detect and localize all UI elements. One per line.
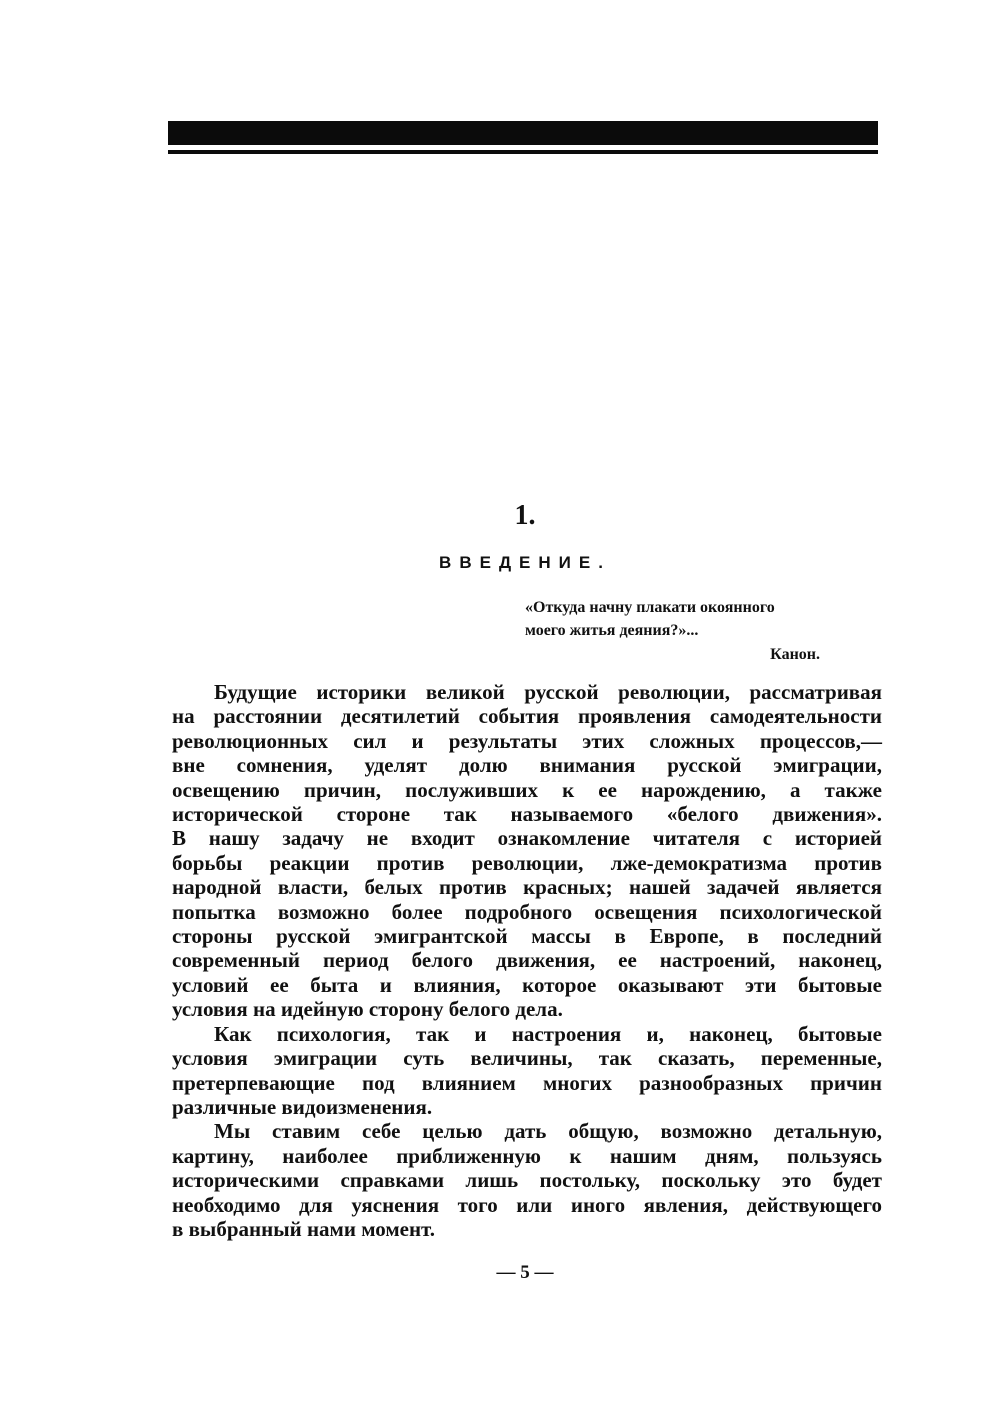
text-line: Будущие историки великой русской революции, рассматривая xyxy=(214,680,882,704)
paragraph-2 xyxy=(172,1022,882,1120)
epigraph xyxy=(525,596,885,642)
text-line: историческими справками лишь постольку, поскольку это будет xyxy=(172,1168,882,1193)
text-line: на расстоянии десятилетий события проявления самодеятельности xyxy=(172,704,882,729)
text-line: различные видоизменения. xyxy=(172,1094,433,1119)
text-line: необходимо для уяснения того или иного явления, действующего xyxy=(172,1192,882,1217)
paragraph-1 xyxy=(172,680,882,1022)
text-line: Мы ставим себе целью дать общую, возможно детальную, xyxy=(214,1119,882,1144)
text-line: В нашу задачу не входит ознакомление читателя с историей xyxy=(172,826,882,851)
chapter-number: 1. xyxy=(514,500,536,531)
text-line: народной власти, белых против красных; нашей задачей является xyxy=(172,875,882,900)
text-line: попытка возможно более подробного освещения психологической xyxy=(172,899,882,924)
text-line: революционных сил и результаты этих сложных процессов,— xyxy=(172,728,882,753)
paragraph-3 xyxy=(172,1119,882,1241)
text-line: условий ее быта и влияния, которое оказывают эти бытовые xyxy=(172,972,882,997)
epigraph-line: «Откуда начну плакати окоянного xyxy=(525,599,775,616)
text-line: в выбранный нами момент. xyxy=(172,1216,436,1241)
text-line: борьбы реакции против революции, лже-демократизма против xyxy=(172,850,882,875)
text-line: картину, наиболее приближенную к нашим дням, пользуясь xyxy=(172,1143,882,1168)
header-rule-thick xyxy=(168,121,878,145)
page-number: — 5 — xyxy=(496,1262,554,1283)
text-line: условия эмиграции суть величины, так сказать, переменные, xyxy=(172,1046,882,1071)
body-text xyxy=(172,680,882,1241)
text-line: освещению причин, послуживших к ее нарождению, а также xyxy=(172,777,882,802)
epigraph-line: моего житья деяния?»... xyxy=(525,622,699,639)
header-rule-thin xyxy=(168,150,878,154)
text-line: современный период белого движения, ее настроений, наконец, xyxy=(172,948,882,973)
text-line: вне сомнения, уделят долю внимания русской эмиграции, xyxy=(172,753,882,778)
chapter-title: ВВЕДЕНИЕ. xyxy=(439,553,611,572)
text-line: исторической стороне так называемого «белого движения». xyxy=(172,802,882,827)
text-line: стороны русской эмигрантской массы в Европе, в последний xyxy=(172,924,882,949)
text-line: Как психология, так и настроения и, наконец, бытовые xyxy=(214,1021,882,1046)
epigraph-source: Канон. xyxy=(770,646,820,663)
text-line: условия на идейную сторону белого дела. xyxy=(172,997,563,1022)
text-line: претерпевающие под влиянием многих разнообразных причин xyxy=(172,1070,882,1095)
